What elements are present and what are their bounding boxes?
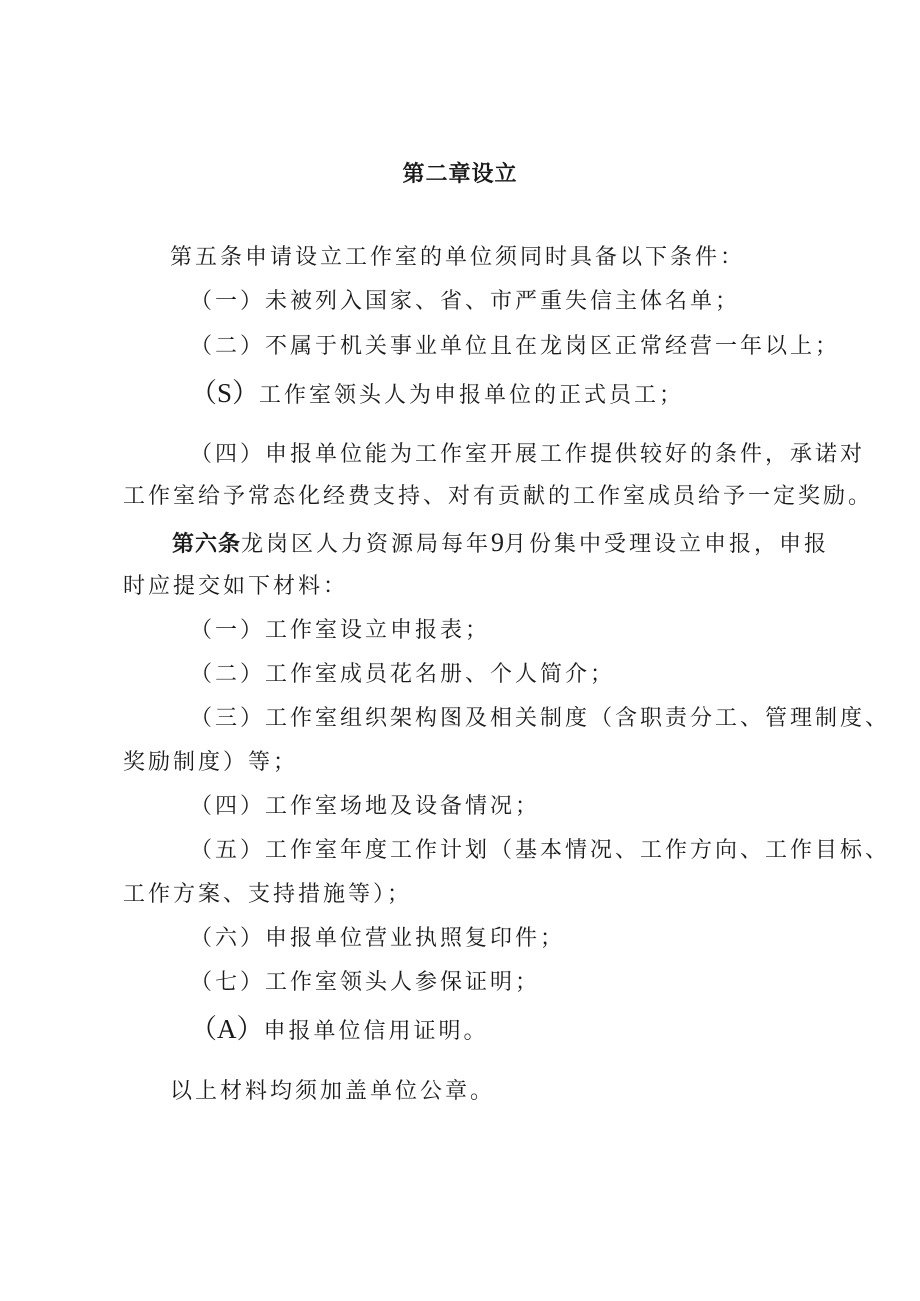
article-6-item-3-line-1: （三）工作室组织架构图及相关制度（含职责分工、管理制度、 (190, 706, 891, 731)
article-6-item-6: （六）申报单位营业执照复印件； (190, 926, 566, 951)
article-5-item-3-marker: （S） (190, 378, 260, 408)
closing-note: 以上材料均须加盖单位公章。 (170, 1079, 496, 1104)
article-6-text-a: 龙岗区人力资源局每年 (241, 532, 492, 557)
article-6-item-3-line-2: 奖励制度）等； (123, 750, 299, 775)
article-5-item-4-line-1: （四）申报单位能为工作室开展工作提供较好的条件，承诺对 (190, 442, 866, 467)
article-5-intro: 第五条申请设立工作室的单位须同时具备以下条件： (170, 245, 746, 270)
article-6-text-b: 月份集中受理设立申报，申报 (504, 532, 830, 557)
article-5-item-3 (190, 378, 684, 411)
article-6-line-2: 时应提交如下材料： (123, 574, 349, 599)
article-6-item-5-line-2: 工作方案、支持措施等）； (123, 882, 413, 907)
article-5-item-1: （一）未被列入国家、省、市严重失信主体名单； (190, 289, 741, 314)
article-6-item-5-line-1: （五）工作室年度工作计划（基本情况、工作方向、工作目标、 (190, 838, 891, 863)
article-6-line-1 (172, 528, 829, 560)
article-6-label: 第六条 (172, 532, 242, 557)
article-6-item-8-marker: （A） (190, 1014, 264, 1044)
article-5-item-3-text: 工作室领头人为申报单位的正式员工； (259, 383, 685, 408)
article-5-item-2: （二）不属于机关事业单位且在龙岗区正常经营一年以上； (190, 334, 841, 359)
article-6-item-7: （七）工作室领头人参保证明； (190, 970, 541, 995)
article-6-item-2: （二）工作室成员花名册、个人简介； (190, 662, 616, 687)
chapter-title: 第二章设立 (402, 162, 518, 187)
article-6-item-8 (190, 1014, 489, 1047)
article-5-item-4-line-2: 工作室给予常态化经费支持、对有贡献的工作室成员给予一定奖励。 (123, 484, 874, 509)
article-6-month-number: 9 (491, 528, 505, 557)
article-6-item-1: （一）工作室设立申报表； (190, 618, 491, 643)
article-6-item-4: （四）工作室场地及设备情况； (190, 794, 541, 819)
article-6-item-8-text: 申报单位信用证明。 (263, 1019, 489, 1044)
